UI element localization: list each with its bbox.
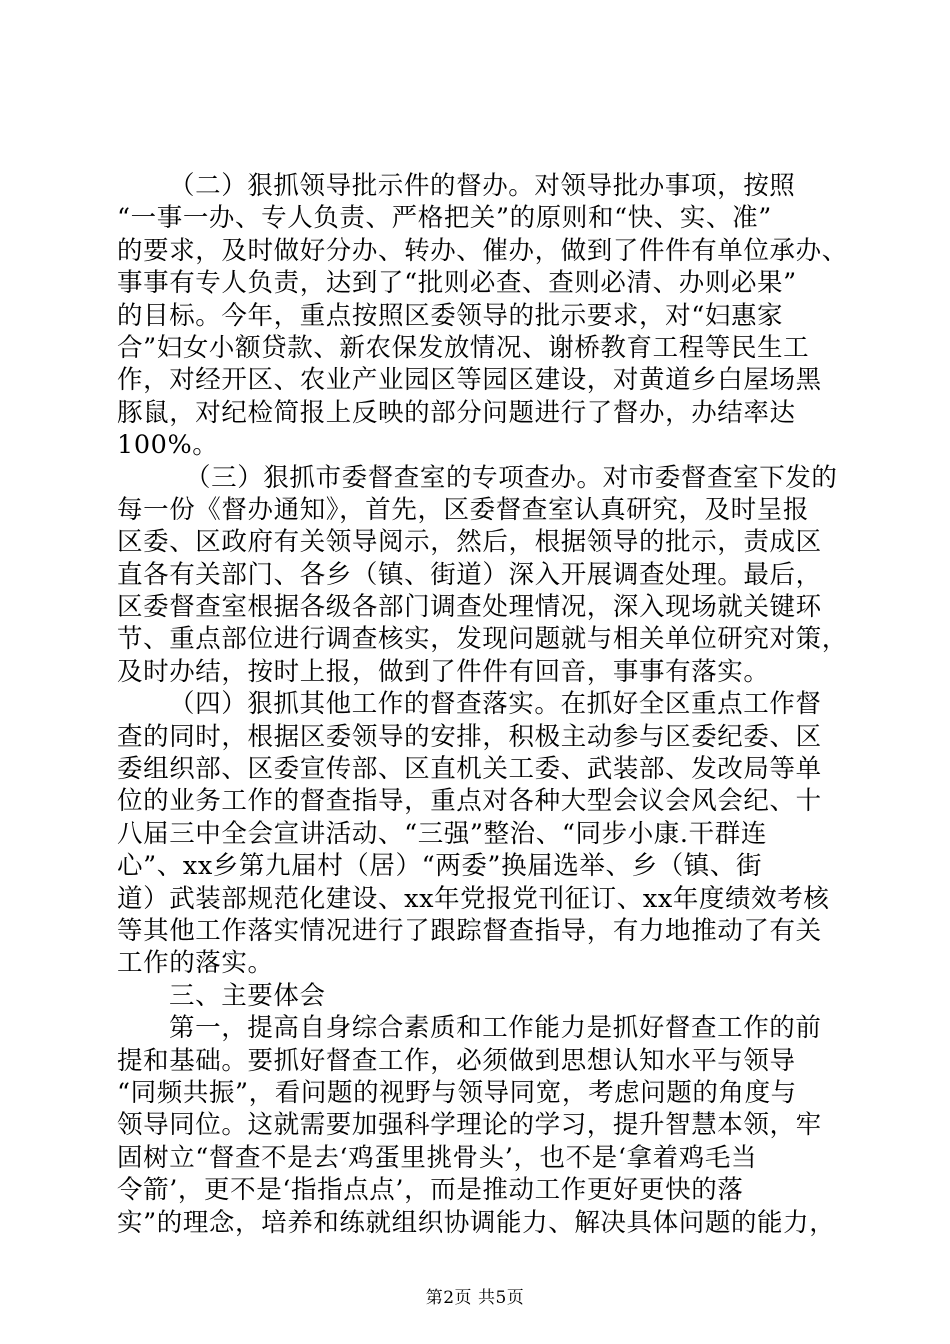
text-line: 道）武装部规范化建设、xx年党报党刊征订、xx年度绩效考核 <box>117 883 830 914</box>
text-line: “一事一办、专人负责、严格把关”的原则和“快、实、准” <box>117 203 772 234</box>
text-line: 八届三中全会宣讲活动、“三强”整治、“同步小康.干群连 <box>117 818 767 849</box>
page-number: 第2页 共5页 <box>425 1288 525 1308</box>
text-line: 位的业务工作的督查指导，重点对各种大型会议会风会纪、十 <box>117 786 822 817</box>
text-line: 合”妇女小额贷款、新农保发放情况、谢桥教育工程等民生工 <box>117 332 810 363</box>
body-text <box>117 170 848 1239</box>
text-line: 区委、区政府有关领导阅示，然后，根据领导的批示，责成区 <box>117 527 822 558</box>
text-line: （三）狠抓市委督查室的专项查办。对市委督查室下发的 <box>185 462 838 493</box>
text-line: 每一份《督办通知》，首先，区委督查室认真研究，及时呈报 <box>117 494 809 525</box>
text-line: 区委督查室根据各级各部门调查处理情况，深入现场就关键环 <box>117 592 822 623</box>
text-line: 第一，提高自身综合素质和工作能力是抓好督查工作的前 <box>169 1013 822 1044</box>
text-line: 实”的理念，培养和练就组织协调能力、解决具体问题的能力， <box>117 1207 836 1238</box>
text-line: 作，对经开区、农业产业园区等园区建设，对黄道乡白屋场黑 <box>117 365 822 396</box>
text-line: 心”、xx乡第九届村（居）“两委”换届选举、乡（镇、街 <box>117 851 763 882</box>
text-line: （二）狠抓领导批示件的督办。对领导批办事项，按照 <box>169 171 796 201</box>
text-line: 的目标。今年，重点按照区委领导的批示要求，对“妇惠家 <box>117 300 784 331</box>
text-line: 令箭’，更不是‘指指点点’，而是推动工作更好更快的落 <box>117 1175 744 1206</box>
text-line: “同频共振”，看问题的视野与领导同宽，考虑问题的角度与 <box>117 1077 797 1108</box>
text-line: 提和基础。要抓好督查工作，必须做到思想认知水平与领导 <box>117 1045 796 1076</box>
text-line: 委组织部、区委宣传部、区直机关工委、武装部、发改局等单 <box>117 754 822 785</box>
text-line: 固树立“督查不是去‘鸡蛋里挑骨头’，也不是‘拿着鸡毛当 <box>117 1142 758 1173</box>
text-line: 100%。 <box>117 430 219 461</box>
text-line: 的要求，及时做好分办、转办、催办，做到了件件有单位承办、 <box>117 235 848 266</box>
text-line: 工作的落实。 <box>117 948 274 979</box>
text-line: 及时办结，按时上报，做到了件件有回音，事事有落实。 <box>117 656 770 687</box>
section-heading: 三、主要体会 <box>169 980 326 1011</box>
text-line: 直各有关部门、各乡（镇、街道）深入开展调查处理。最后， <box>117 559 822 590</box>
text-line: 事事有专人负责，达到了“批则必查、查则必清、办则必果” <box>117 268 797 299</box>
text-line: 领导同位。这就需要加强科学理论的学习，提升智慧本领，牢 <box>117 1110 822 1141</box>
text-line: 豚鼠，对纪检简报上反映的部分问题进行了督办，办结率达 <box>117 397 796 428</box>
text-line: 查的同时，根据区委领导的安排，积极主动参与区委纪委、区 <box>117 721 822 752</box>
text-line: 节、重点部位进行调查核实，发现问题就与相关单位研究对策， <box>117 624 848 655</box>
text-line: 等其他工作落实情况进行了跟踪督查指导，有力地推动了有关 <box>117 915 822 946</box>
text-line: （四）狠抓其他工作的督查落实。在抓好全区重点工作督 <box>169 689 822 720</box>
